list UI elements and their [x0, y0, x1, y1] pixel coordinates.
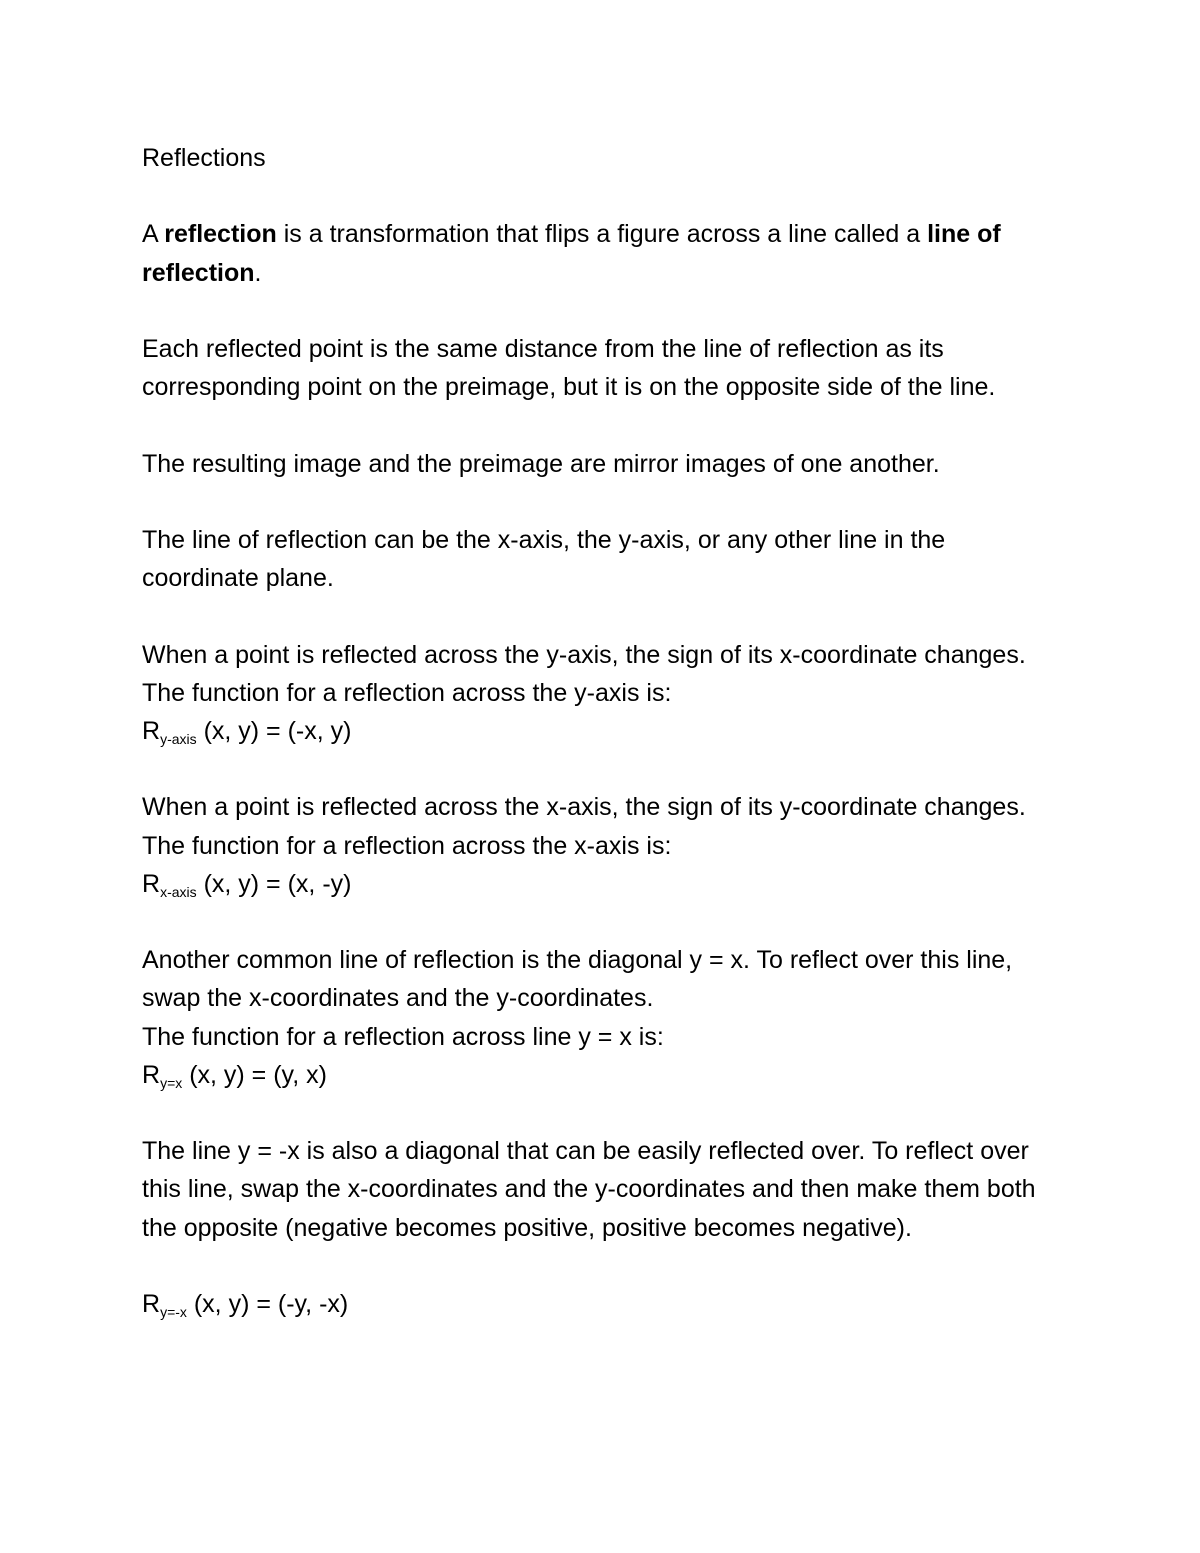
- y-equals-neg-x-formula: [142, 1285, 1062, 1323]
- y-equals-x-text: Another common line of reflection is the diagonal y = x. To reflect over this line, swap the x-coordinates and the y-coordinates.: [142, 946, 1013, 1013]
- y-equals-x-section: [142, 941, 1062, 1094]
- definition-paragraph: [142, 215, 1062, 291]
- term-line-of-reflection: line of reflection: [142, 220, 1001, 287]
- y-equals-x-formula: [142, 1061, 327, 1089]
- formula-symbol: R: [142, 1289, 161, 1318]
- formula-subscript: x-axis: [160, 883, 197, 900]
- formula-expression: (x, y) = (-x, y): [196, 716, 352, 745]
- x-axis-formula: [142, 870, 351, 898]
- distance-paragraph: Each reflected point is the same distance from the line of reflection as its corresponding point on the preimage, but it is on the opposite side of the line.: [142, 334, 996, 402]
- formula-symbol: R: [142, 1060, 161, 1089]
- formula-expression: (x, y) = (x, -y): [196, 869, 352, 898]
- y-axis-text: When a point is reflected across the y-axis, the sign of its x-coordinate changes. The function for a reflection across the y-axis is:: [142, 640, 1026, 707]
- y-axis-formula: [142, 717, 351, 745]
- definition-text-1: A: [142, 220, 165, 249]
- formula-symbol: R: [142, 716, 161, 745]
- document-body: [142, 139, 1062, 1361]
- y-axis-section: [142, 636, 1062, 751]
- formula-subscript: y=x: [160, 1074, 183, 1091]
- y-equals-neg-x-paragraph: The line y = -x is also a diagonal that can be easily reflected over. To reflect over this line, swap the x-coordinates and the y-coordinates and then make them both the opposite (negative becomes positive, positive becomes negative).: [142, 1137, 1036, 1242]
- document-title: Reflections: [142, 144, 266, 172]
- formula-symbol: R: [142, 869, 161, 898]
- definition-text-2: is a transformation that flips a figure across a line called a: [276, 220, 928, 249]
- mirror-paragraph: The resulting image and the preimage are mirror images of one another.: [142, 449, 940, 478]
- line-options-paragraph: The line of reflection can be the x-axis, the y-axis, or any other line in the coordinate plane.: [142, 525, 946, 593]
- y-equals-x-text-2: The function for a reflection across line y = x is:: [142, 1022, 664, 1051]
- formula-subscript: y=-x: [160, 1303, 187, 1320]
- definition-text-3: .: [254, 258, 262, 287]
- formula-expression: (x, y) = (-y, -x): [186, 1289, 349, 1318]
- x-axis-text: When a point is reflected across the x-axis, the sign of its y-coordinate changes. The function for a reflection across the x-axis is:: [142, 793, 1026, 860]
- x-axis-section: [142, 788, 1062, 903]
- formula-subscript: y-axis: [160, 730, 197, 747]
- formula-expression: (x, y) = (y, x): [182, 1060, 327, 1089]
- term-reflection: reflection: [164, 220, 277, 249]
